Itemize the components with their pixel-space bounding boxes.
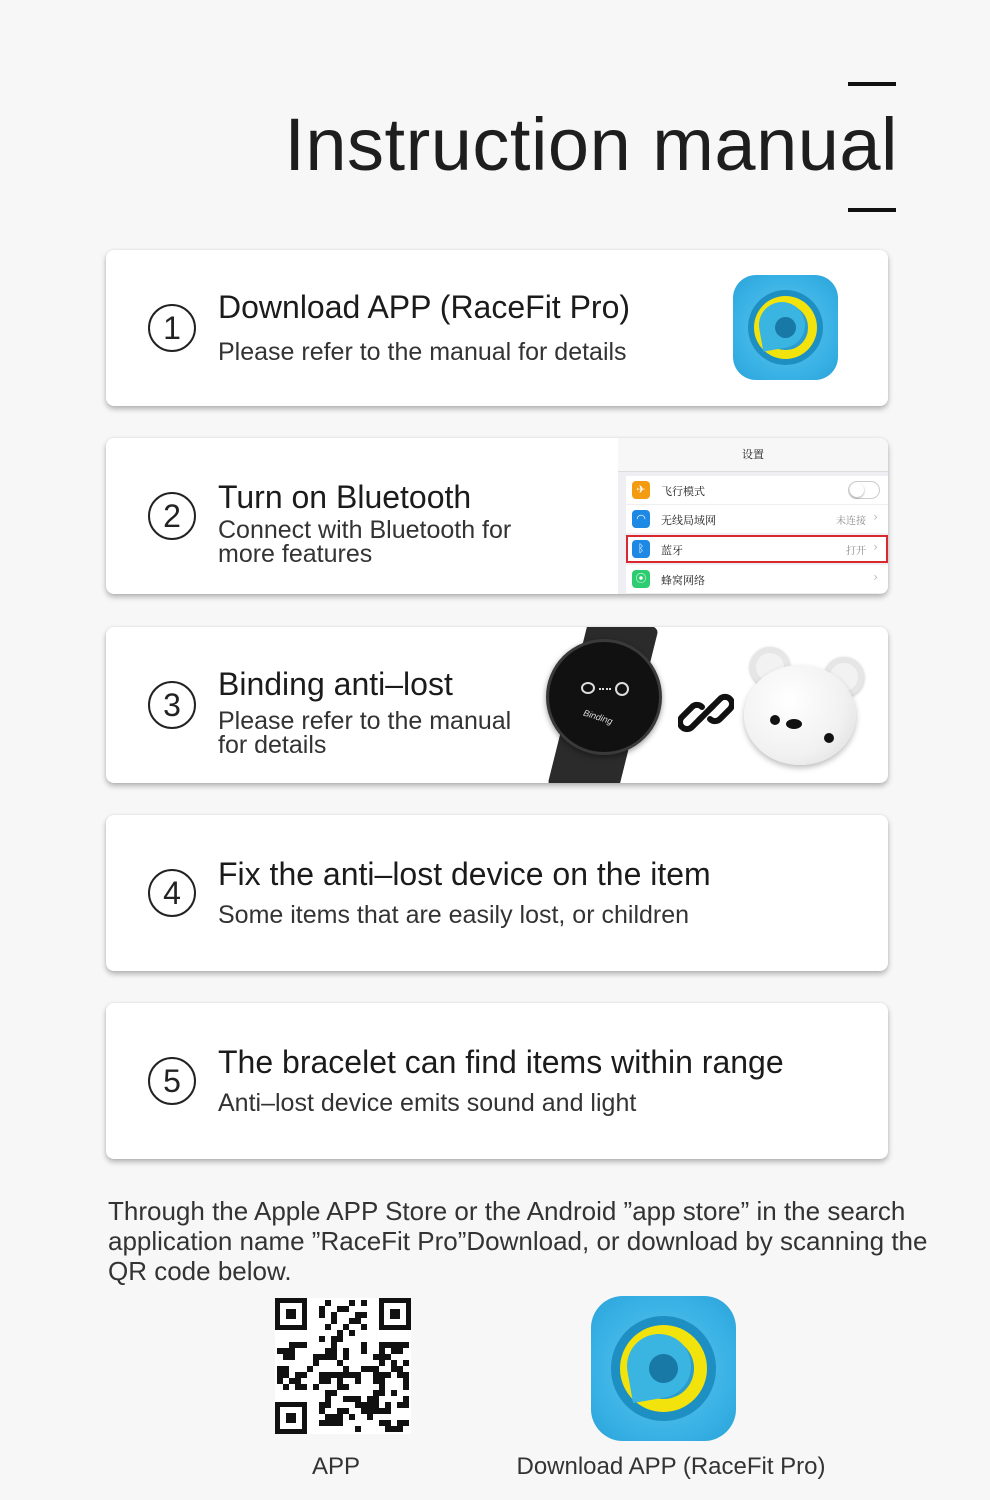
connection-dots bbox=[599, 688, 611, 690]
qr-code[interactable] bbox=[275, 1298, 411, 1434]
chevron-right-icon: › bbox=[873, 570, 878, 584]
bluetooth-settings-screenshot bbox=[618, 438, 888, 594]
settings-row-label: 蜂窝网络 bbox=[661, 574, 705, 587]
step-subtitle-line1: Please refer to the manual bbox=[218, 707, 512, 735]
step-card-3 bbox=[106, 627, 888, 783]
chevron-right-icon: › bbox=[873, 510, 878, 524]
settings-row-label: 飞行模式 bbox=[661, 485, 705, 498]
bluetooth-icon: ᛒ bbox=[632, 540, 650, 558]
settings-row-cellular bbox=[626, 565, 888, 593]
title-bar-bottom bbox=[848, 208, 896, 212]
bear-face bbox=[744, 665, 856, 765]
page-title: Instruction manual bbox=[284, 103, 898, 186]
settings-header: 设置 bbox=[618, 438, 888, 472]
step-card-1 bbox=[106, 250, 888, 406]
racefit-app-icon-large[interactable] bbox=[591, 1296, 736, 1441]
step-card-5 bbox=[106, 1003, 888, 1159]
step-title: Fix the anti–lost device on the item bbox=[218, 856, 711, 892]
step-number: 1 bbox=[148, 304, 196, 352]
settings-row-label: 蓝牙 bbox=[661, 544, 683, 557]
settings-row-value: 未连接 bbox=[836, 516, 866, 527]
settings-row-label: 无线局域网 bbox=[661, 514, 716, 527]
step-number: 5 bbox=[148, 1057, 196, 1105]
settings-row-wifi bbox=[626, 505, 888, 533]
step-subtitle-line2: more features bbox=[218, 540, 373, 568]
smartwatch-image bbox=[546, 639, 662, 755]
bear-anti-lost-device bbox=[744, 647, 856, 765]
download-app-label: Download APP (RaceFit Pro) bbox=[516, 1453, 826, 1480]
step-number: 4 bbox=[148, 869, 196, 917]
header bbox=[0, 0, 990, 230]
step-title: The bracelet can find items within range bbox=[218, 1044, 784, 1080]
watch-screen-text: Binding bbox=[582, 707, 614, 727]
settings-row-bluetooth bbox=[626, 535, 888, 563]
cellular-icon: ⦿ bbox=[632, 570, 650, 588]
wifi-icon: ◠ bbox=[632, 510, 650, 528]
qr-code-label: APP bbox=[311, 1453, 361, 1480]
download-description: Through the Apple APP Store or the Android ”app store” in the search application name ”RaceFit Pro”Download, or download by scanning the QR code below. bbox=[108, 1196, 928, 1286]
airplane-toggle bbox=[848, 481, 880, 499]
watch-mini-icon bbox=[615, 682, 629, 696]
airplane-icon: ✈ bbox=[632, 481, 650, 499]
title-bar-top bbox=[848, 82, 896, 86]
step-number: 2 bbox=[148, 492, 196, 540]
bear-mini-icon bbox=[581, 682, 595, 694]
settings-row-value: 打开 bbox=[846, 546, 866, 557]
step-title: Turn on Bluetooth bbox=[218, 479, 472, 515]
step-card-2 bbox=[106, 438, 888, 594]
step-subtitle: Some items that are easily lost, or children bbox=[218, 901, 690, 929]
link-icon bbox=[678, 685, 734, 741]
step-card-4 bbox=[106, 815, 888, 971]
settings-row-airplane bbox=[626, 476, 888, 504]
step-subtitle: Please refer to the manual for details bbox=[218, 338, 627, 366]
chevron-right-icon: › bbox=[873, 540, 878, 554]
racefit-app-icon bbox=[733, 275, 838, 380]
step-title: Download APP (RaceFit Pro) bbox=[218, 289, 631, 325]
step-subtitle: Anti–lost device emits sound and light bbox=[218, 1089, 637, 1117]
step-subtitle-line2: for details bbox=[218, 731, 327, 759]
step-subtitle-line1: Connect with Bluetooth for bbox=[218, 516, 512, 544]
step-number: 3 bbox=[148, 681, 196, 729]
step-title: Binding anti–lost bbox=[218, 666, 453, 702]
bear-nose bbox=[786, 719, 802, 729]
